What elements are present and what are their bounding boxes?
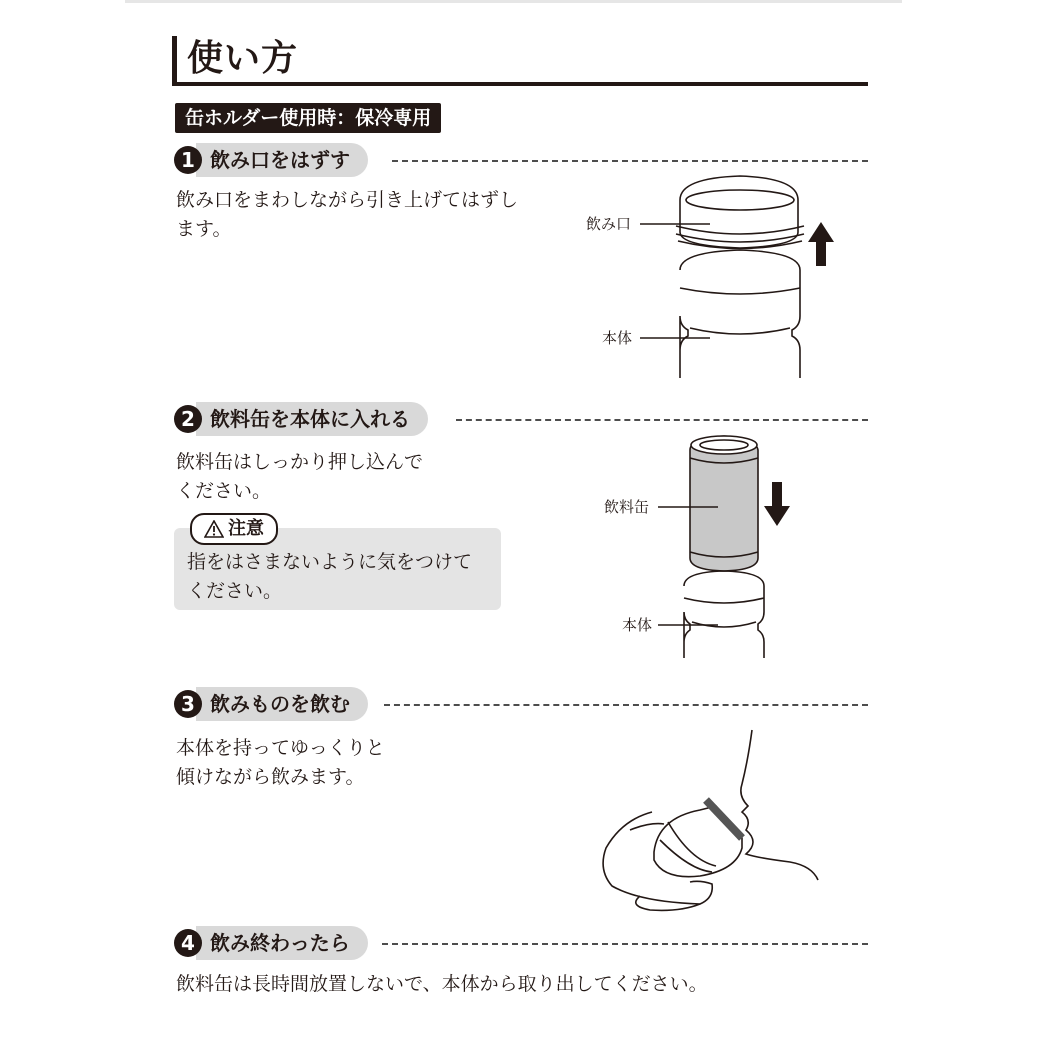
drinking-illustration — [603, 730, 818, 910]
mouthpiece-illustration — [676, 176, 804, 249]
step-4-title: 飲み終わったら — [196, 926, 368, 960]
step-3-title: 飲みものを飲む — [196, 687, 368, 721]
label-can: 飲料缶 — [604, 498, 650, 516]
step-1-text-line: 飲み口をまわしながら引き上げてはずし — [176, 189, 519, 211]
page-title: 使い方 — [172, 36, 298, 82]
step-1-title: 飲み口をはずす — [196, 143, 368, 177]
mode-badge: 缶ホルダー使用時：保冷専用 — [175, 103, 441, 133]
body-illustration-2 — [684, 571, 764, 658]
label-mouthpiece: 飲み口 — [586, 215, 632, 233]
caution-text-line: ください。 — [187, 580, 283, 602]
step-1-text-line: ます。 — [176, 218, 232, 240]
step-3-number: 3 — [174, 690, 202, 718]
label-body: 本体 — [622, 616, 653, 634]
step-2-text-line: 飲料缶はしっかり押し込んで — [176, 451, 424, 473]
step-4-text-line: 飲料缶は長時間放置しないで、本体から取り出してください。 — [176, 973, 708, 995]
body-illustration-1 — [680, 250, 800, 378]
label-body: 本体 — [602, 329, 633, 347]
arrow-down-icon — [764, 482, 790, 526]
step-4-number: 4 — [174, 929, 202, 957]
caution-label: 注意 — [228, 518, 264, 539]
can-illustration — [690, 436, 758, 571]
step-2-text-line: ください。 — [176, 480, 272, 502]
caution-text-line: 指をはさまないように気をつけて — [187, 551, 473, 573]
step-2-title: 飲料缶を本体に入れる — [196, 402, 428, 436]
step-2-number: 2 — [174, 405, 202, 433]
step-3-text-line: 本体を持ってゆっくりと — [176, 737, 385, 759]
arrow-up-icon — [808, 222, 834, 266]
step-1-number: 1 — [174, 146, 202, 174]
step-3-text-line: 傾けながら飲みます。 — [176, 766, 365, 788]
